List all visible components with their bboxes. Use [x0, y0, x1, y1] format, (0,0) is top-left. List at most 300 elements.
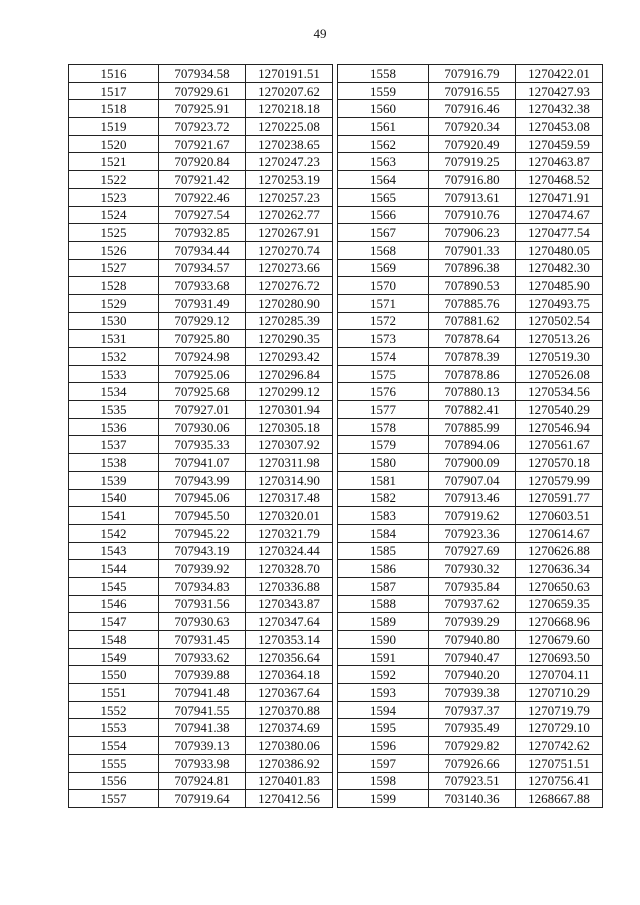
y-coordinate-cell: 1270579.99: [516, 471, 603, 489]
point-number-cell: 1594: [338, 701, 429, 719]
x-coordinate-cell: 707941.48: [159, 684, 246, 702]
x-coordinate-cell: 707916.80: [429, 171, 516, 189]
point-number-cell: 1567: [338, 224, 429, 242]
y-coordinate-cell: 1270679.60: [516, 631, 603, 649]
point-number-cell: 1565: [338, 188, 429, 206]
table-row: [338, 171, 603, 189]
table-row: [69, 684, 333, 702]
y-coordinate-cell: 1270343.87: [246, 595, 333, 613]
y-coordinate-cell: 1270290.35: [246, 330, 333, 348]
x-coordinate-cell: 707885.99: [429, 418, 516, 436]
point-number-cell: 1526: [69, 241, 159, 259]
point-number-cell: 1596: [338, 737, 429, 755]
y-coordinate-cell: 1270307.92: [246, 436, 333, 454]
x-coordinate-cell: 707882.41: [429, 401, 516, 419]
y-coordinate-cell: 1270207.62: [246, 82, 333, 100]
y-coordinate-cell: 1270301.94: [246, 401, 333, 419]
x-coordinate-cell: 707930.06: [159, 418, 246, 436]
x-coordinate-cell: 707931.45: [159, 631, 246, 649]
page-number: 49: [313, 26, 327, 41]
point-number-cell: 1516: [69, 65, 159, 83]
point-number-cell: 1570: [338, 277, 429, 295]
table-row: [338, 631, 603, 649]
x-coordinate-cell: 707945.06: [159, 489, 246, 507]
x-coordinate-cell: 707933.62: [159, 648, 246, 666]
table-row: [338, 401, 603, 419]
y-coordinate-cell: 1270328.70: [246, 560, 333, 578]
point-number-cell: 1573: [338, 330, 429, 348]
x-coordinate-cell: 707906.23: [429, 224, 516, 242]
coordinates-tables: [68, 64, 603, 808]
table-row: [338, 206, 603, 224]
table-row: [69, 595, 333, 613]
table-row: [69, 772, 333, 790]
point-number-cell: 1543: [69, 542, 159, 560]
x-coordinate-cell: 707929.61: [159, 82, 246, 100]
point-number-cell: 1588: [338, 595, 429, 613]
point-number-cell: 1518: [69, 100, 159, 118]
y-coordinate-cell: 1270693.50: [516, 648, 603, 666]
y-coordinate-cell: 1270280.90: [246, 294, 333, 312]
x-coordinate-cell: 707924.81: [159, 772, 246, 790]
point-number-cell: 1572: [338, 312, 429, 330]
x-coordinate-cell: 707925.91: [159, 100, 246, 118]
y-coordinate-cell: 1270314.90: [246, 471, 333, 489]
table-row: [69, 790, 333, 808]
point-number-cell: 1549: [69, 648, 159, 666]
table-row: [338, 701, 603, 719]
y-coordinate-cell: 1270482.30: [516, 259, 603, 277]
table-row: [338, 737, 603, 755]
table-row: [338, 471, 603, 489]
table-row: [69, 613, 333, 631]
y-coordinate-cell: 1270276.72: [246, 277, 333, 295]
y-coordinate-cell: 1270225.08: [246, 118, 333, 136]
x-coordinate-cell: 707878.64: [429, 330, 516, 348]
y-coordinate-cell: 1270742.62: [516, 737, 603, 755]
table-row: [69, 188, 333, 206]
table-row: [338, 507, 603, 525]
y-coordinate-cell: 1268667.88: [516, 790, 603, 808]
table-row: [338, 436, 603, 454]
point-number-cell: 1553: [69, 719, 159, 737]
x-coordinate-cell: 707940.80: [429, 631, 516, 649]
point-number-cell: 1590: [338, 631, 429, 649]
x-coordinate-cell: 707919.25: [429, 153, 516, 171]
x-coordinate-cell: 707913.61: [429, 188, 516, 206]
table-row: [338, 224, 603, 242]
x-coordinate-cell: 707939.88: [159, 666, 246, 684]
point-number-cell: 1536: [69, 418, 159, 436]
point-number-cell: 1557: [69, 790, 159, 808]
table-row: [69, 631, 333, 649]
table-row: [69, 754, 333, 772]
table-row: [69, 560, 333, 578]
point-number-cell: 1566: [338, 206, 429, 224]
y-coordinate-cell: 1270561.67: [516, 436, 603, 454]
point-number-cell: 1547: [69, 613, 159, 631]
x-coordinate-cell: 707943.99: [159, 471, 246, 489]
point-number-cell: 1589: [338, 613, 429, 631]
table-row: [338, 684, 603, 702]
y-coordinate-cell: 1270534.56: [516, 383, 603, 401]
table-row: [338, 648, 603, 666]
table-row: [69, 348, 333, 366]
table-row: [69, 524, 333, 542]
table-row: [69, 737, 333, 755]
y-coordinate-cell: 1270474.67: [516, 206, 603, 224]
point-number-cell: 1584: [338, 524, 429, 542]
y-coordinate-cell: 1270422.01: [516, 65, 603, 83]
y-coordinate-cell: 1270380.06: [246, 737, 333, 755]
x-coordinate-cell: 707939.29: [429, 613, 516, 631]
coordinates-table-left: [68, 64, 333, 808]
x-coordinate-cell: 707924.98: [159, 348, 246, 366]
table-row: [338, 595, 603, 613]
table-row: [338, 489, 603, 507]
y-coordinate-cell: 1270191.51: [246, 65, 333, 83]
point-number-cell: 1556: [69, 772, 159, 790]
y-coordinate-cell: 1270386.92: [246, 754, 333, 772]
table-row: [69, 507, 333, 525]
table-row: [69, 418, 333, 436]
y-coordinate-cell: 1270427.93: [516, 82, 603, 100]
point-number-cell: 1548: [69, 631, 159, 649]
point-number-cell: 1564: [338, 171, 429, 189]
y-coordinate-cell: 1270270.74: [246, 241, 333, 259]
table-row: [69, 542, 333, 560]
x-coordinate-cell: 707934.58: [159, 65, 246, 83]
x-coordinate-cell: 707934.44: [159, 241, 246, 259]
y-coordinate-cell: 1270751.51: [516, 754, 603, 772]
y-coordinate-cell: 1270453.08: [516, 118, 603, 136]
point-number-cell: 1550: [69, 666, 159, 684]
y-coordinate-cell: 1270262.77: [246, 206, 333, 224]
x-coordinate-cell: 707926.66: [429, 754, 516, 772]
x-coordinate-cell: 707900.09: [429, 454, 516, 472]
y-coordinate-cell: 1270317.48: [246, 489, 333, 507]
point-number-cell: 1533: [69, 365, 159, 383]
point-number-cell: 1585: [338, 542, 429, 560]
table-row: [338, 454, 603, 472]
point-number-cell: 1552: [69, 701, 159, 719]
point-number-cell: 1580: [338, 454, 429, 472]
x-coordinate-cell: 707930.63: [159, 613, 246, 631]
x-coordinate-cell: 707878.39: [429, 348, 516, 366]
table-row: [338, 348, 603, 366]
point-number-cell: 1541: [69, 507, 159, 525]
y-coordinate-cell: 1270285.39: [246, 312, 333, 330]
y-coordinate-cell: 1270463.87: [516, 153, 603, 171]
x-coordinate-cell: 707937.62: [429, 595, 516, 613]
x-coordinate-cell: 707925.80: [159, 330, 246, 348]
point-number-cell: 1593: [338, 684, 429, 702]
x-coordinate-cell: 707907.04: [429, 471, 516, 489]
y-coordinate-cell: 1270238.65: [246, 135, 333, 153]
y-coordinate-cell: 1270591.77: [516, 489, 603, 507]
y-coordinate-cell: 1270546.94: [516, 418, 603, 436]
table-row: [69, 666, 333, 684]
table-row: [69, 153, 333, 171]
point-number-cell: 1523: [69, 188, 159, 206]
table-row: [338, 613, 603, 631]
table-row: [338, 383, 603, 401]
x-coordinate-cell: 707929.12: [159, 312, 246, 330]
y-coordinate-cell: 1270756.41: [516, 772, 603, 790]
x-coordinate-cell: 703140.36: [429, 790, 516, 808]
point-number-cell: 1534: [69, 383, 159, 401]
y-coordinate-cell: 1270311.98: [246, 454, 333, 472]
y-coordinate-cell: 1270493.75: [516, 294, 603, 312]
x-coordinate-cell: 707890.53: [429, 277, 516, 295]
x-coordinate-cell: 707945.50: [159, 507, 246, 525]
point-number-cell: 1545: [69, 577, 159, 595]
table-row: [338, 719, 603, 737]
table-row: [69, 65, 333, 83]
y-coordinate-cell: 1270296.84: [246, 365, 333, 383]
point-number-cell: 1578: [338, 418, 429, 436]
x-coordinate-cell: 707919.64: [159, 790, 246, 808]
table-row: [69, 312, 333, 330]
table-row: [69, 224, 333, 242]
y-coordinate-cell: 1270603.51: [516, 507, 603, 525]
y-coordinate-cell: 1270485.90: [516, 277, 603, 295]
point-number-cell: 1527: [69, 259, 159, 277]
y-coordinate-cell: 1270719.79: [516, 701, 603, 719]
table-row: [69, 471, 333, 489]
table-row: [338, 277, 603, 295]
y-coordinate-cell: 1270519.30: [516, 348, 603, 366]
point-number-cell: 1581: [338, 471, 429, 489]
x-coordinate-cell: 707937.37: [429, 701, 516, 719]
table-row: [338, 790, 603, 808]
point-number-cell: 1586: [338, 560, 429, 578]
table-row: [338, 312, 603, 330]
y-coordinate-cell: 1270320.01: [246, 507, 333, 525]
x-coordinate-cell: 707919.62: [429, 507, 516, 525]
y-coordinate-cell: 1270364.18: [246, 666, 333, 684]
table-row: [69, 277, 333, 295]
point-number-cell: 1558: [338, 65, 429, 83]
y-coordinate-cell: 1270257.23: [246, 188, 333, 206]
y-coordinate-cell: 1270353.14: [246, 631, 333, 649]
x-coordinate-cell: 707933.68: [159, 277, 246, 295]
y-coordinate-cell: 1270650.63: [516, 577, 603, 595]
y-coordinate-cell: 1270432.38: [516, 100, 603, 118]
x-coordinate-cell: 707916.79: [429, 65, 516, 83]
x-coordinate-cell: 707923.72: [159, 118, 246, 136]
x-coordinate-cell: 707920.49: [429, 135, 516, 153]
point-number-cell: 1595: [338, 719, 429, 737]
x-coordinate-cell: 707941.55: [159, 701, 246, 719]
x-coordinate-cell: 707935.84: [429, 577, 516, 595]
table-row: [338, 153, 603, 171]
x-coordinate-cell: 707943.19: [159, 542, 246, 560]
point-number-cell: 1531: [69, 330, 159, 348]
point-number-cell: 1569: [338, 259, 429, 277]
y-coordinate-cell: 1270540.29: [516, 401, 603, 419]
table-row: [338, 365, 603, 383]
point-number-cell: 1538: [69, 454, 159, 472]
y-coordinate-cell: 1270347.64: [246, 613, 333, 631]
x-coordinate-cell: 707922.46: [159, 188, 246, 206]
x-coordinate-cell: 707920.34: [429, 118, 516, 136]
table-row: [338, 772, 603, 790]
table-row: [69, 701, 333, 719]
x-coordinate-cell: 707939.92: [159, 560, 246, 578]
x-coordinate-cell: 707933.98: [159, 754, 246, 772]
y-coordinate-cell: 1270477.54: [516, 224, 603, 242]
point-number-cell: 1587: [338, 577, 429, 595]
x-coordinate-cell: 707916.55: [429, 82, 516, 100]
x-coordinate-cell: 707934.57: [159, 259, 246, 277]
left-table-body: [69, 65, 333, 808]
point-number-cell: 1582: [338, 489, 429, 507]
y-coordinate-cell: 1270247.23: [246, 153, 333, 171]
x-coordinate-cell: 707940.20: [429, 666, 516, 684]
point-number-cell: 1521: [69, 153, 159, 171]
table-row: [338, 100, 603, 118]
point-number-cell: 1544: [69, 560, 159, 578]
point-number-cell: 1528: [69, 277, 159, 295]
coordinates-table-right: [337, 64, 603, 808]
x-coordinate-cell: 707896.38: [429, 259, 516, 277]
point-number-cell: 1535: [69, 401, 159, 419]
table-row: [69, 82, 333, 100]
x-coordinate-cell: 707934.83: [159, 577, 246, 595]
point-number-cell: 1568: [338, 241, 429, 259]
point-number-cell: 1563: [338, 153, 429, 171]
table-row: [69, 171, 333, 189]
table-row: [338, 418, 603, 436]
point-number-cell: 1555: [69, 754, 159, 772]
point-number-cell: 1579: [338, 436, 429, 454]
x-coordinate-cell: 707901.33: [429, 241, 516, 259]
table-row: [338, 65, 603, 83]
point-number-cell: 1575: [338, 365, 429, 383]
point-number-cell: 1542: [69, 524, 159, 542]
table-row: [69, 294, 333, 312]
point-number-cell: 1539: [69, 471, 159, 489]
x-coordinate-cell: 707921.42: [159, 171, 246, 189]
point-number-cell: 1520: [69, 135, 159, 153]
point-number-cell: 1529: [69, 294, 159, 312]
x-coordinate-cell: 707939.38: [429, 684, 516, 702]
table-row: [338, 666, 603, 684]
table-row: [69, 577, 333, 595]
table-row: [69, 365, 333, 383]
x-coordinate-cell: 707927.69: [429, 542, 516, 560]
table-row: [338, 330, 603, 348]
table-row: [338, 118, 603, 136]
y-coordinate-cell: 1270273.66: [246, 259, 333, 277]
y-coordinate-cell: 1270293.42: [246, 348, 333, 366]
table-row: [338, 82, 603, 100]
y-coordinate-cell: 1270218.18: [246, 100, 333, 118]
y-coordinate-cell: 1270710.29: [516, 684, 603, 702]
point-number-cell: 1554: [69, 737, 159, 755]
y-coordinate-cell: 1270636.34: [516, 560, 603, 578]
point-number-cell: 1537: [69, 436, 159, 454]
x-coordinate-cell: 707920.84: [159, 153, 246, 171]
x-coordinate-cell: 707925.68: [159, 383, 246, 401]
x-coordinate-cell: 707932.85: [159, 224, 246, 242]
point-number-cell: 1562: [338, 135, 429, 153]
y-coordinate-cell: 1270299.12: [246, 383, 333, 401]
y-coordinate-cell: 1270324.44: [246, 542, 333, 560]
point-number-cell: 1525: [69, 224, 159, 242]
y-coordinate-cell: 1270412.56: [246, 790, 333, 808]
x-coordinate-cell: 707927.54: [159, 206, 246, 224]
table-row: [69, 454, 333, 472]
table-row: [69, 330, 333, 348]
y-coordinate-cell: 1270659.35: [516, 595, 603, 613]
y-coordinate-cell: 1270614.67: [516, 524, 603, 542]
y-coordinate-cell: 1270502.54: [516, 312, 603, 330]
x-coordinate-cell: 707929.82: [429, 737, 516, 755]
y-coordinate-cell: 1270305.18: [246, 418, 333, 436]
y-coordinate-cell: 1270374.69: [246, 719, 333, 737]
y-coordinate-cell: 1270401.83: [246, 772, 333, 790]
point-number-cell: 1599: [338, 790, 429, 808]
point-number-cell: 1532: [69, 348, 159, 366]
point-number-cell: 1524: [69, 206, 159, 224]
x-coordinate-cell: 707910.76: [429, 206, 516, 224]
y-coordinate-cell: 1270321.79: [246, 524, 333, 542]
table-row: [338, 542, 603, 560]
table-row: [338, 577, 603, 595]
table-row: [338, 560, 603, 578]
y-coordinate-cell: 1270459.59: [516, 135, 603, 153]
right-table-body: [338, 65, 603, 808]
y-coordinate-cell: 1270626.88: [516, 542, 603, 560]
x-coordinate-cell: 707923.51: [429, 772, 516, 790]
y-coordinate-cell: 1270468.52: [516, 171, 603, 189]
x-coordinate-cell: 707923.36: [429, 524, 516, 542]
x-coordinate-cell: 707878.86: [429, 365, 516, 383]
x-coordinate-cell: 707881.62: [429, 312, 516, 330]
x-coordinate-cell: 707885.76: [429, 294, 516, 312]
point-number-cell: 1592: [338, 666, 429, 684]
y-coordinate-cell: 1270367.64: [246, 684, 333, 702]
table-row: [69, 719, 333, 737]
y-coordinate-cell: 1270526.08: [516, 365, 603, 383]
x-coordinate-cell: 707940.47: [429, 648, 516, 666]
table-row: [69, 648, 333, 666]
table-row: [338, 259, 603, 277]
table-row: [69, 436, 333, 454]
x-coordinate-cell: 707935.49: [429, 719, 516, 737]
y-coordinate-cell: 1270570.18: [516, 454, 603, 472]
point-number-cell: 1576: [338, 383, 429, 401]
point-number-cell: 1530: [69, 312, 159, 330]
table-row: [69, 489, 333, 507]
x-coordinate-cell: 707927.01: [159, 401, 246, 419]
point-number-cell: 1546: [69, 595, 159, 613]
x-coordinate-cell: 707894.06: [429, 436, 516, 454]
point-number-cell: 1577: [338, 401, 429, 419]
point-number-cell: 1574: [338, 348, 429, 366]
point-number-cell: 1571: [338, 294, 429, 312]
table-row: [69, 241, 333, 259]
x-coordinate-cell: 707925.06: [159, 365, 246, 383]
x-coordinate-cell: 707931.49: [159, 294, 246, 312]
point-number-cell: 1561: [338, 118, 429, 136]
table-row: [338, 135, 603, 153]
y-coordinate-cell: 1270480.05: [516, 241, 603, 259]
x-coordinate-cell: 707930.32: [429, 560, 516, 578]
y-coordinate-cell: 1270729.10: [516, 719, 603, 737]
